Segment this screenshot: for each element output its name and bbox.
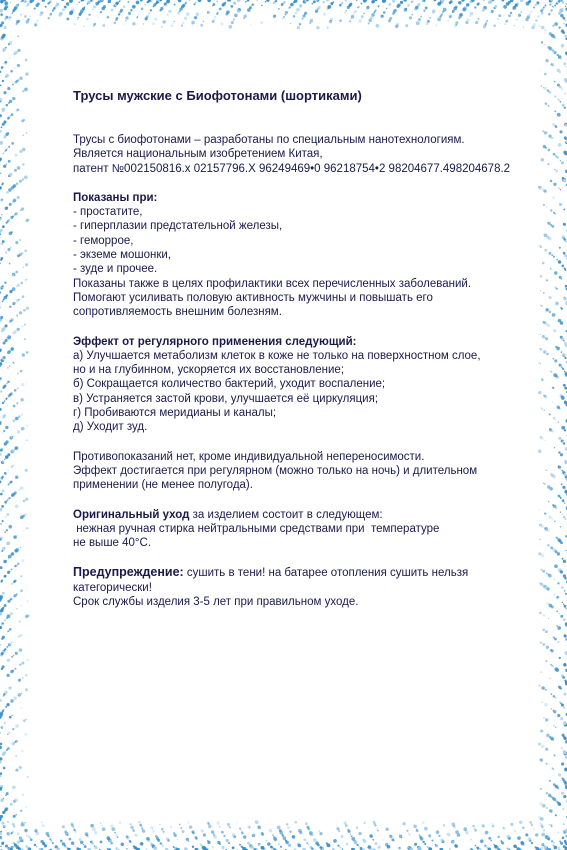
- warning-line: Срок службы изделия 3-5 лет при правильном уходе.: [73, 596, 359, 609]
- warning-first-line: [73, 565, 543, 580]
- intro-line: Является национальным изобретением Китая,: [73, 148, 323, 161]
- warning-label: Предупреждение:: [73, 565, 184, 580]
- intro-paragraph: [73, 133, 543, 176]
- care-line: не выше 40°С.: [73, 537, 152, 550]
- indication-item: - экземе мошонки,: [73, 249, 172, 262]
- effect-section: [73, 335, 543, 435]
- care-label: Оригинальный уход: [73, 508, 190, 521]
- care-first-line: [73, 508, 543, 522]
- document-content: [73, 88, 543, 609]
- indication-item: - простатите,: [73, 206, 143, 219]
- contra-line: Эффект достигается при регулярном (можно только на ночь) и длительном: [73, 464, 478, 477]
- indication-item: - зуде и прочее.: [73, 263, 158, 276]
- care-text: за изделием состоит в следующем:: [189, 508, 383, 521]
- indication-item: - геморрое,: [73, 234, 134, 247]
- contra-line: применении (не менее полугода).: [73, 479, 253, 492]
- contraindications-section: [73, 450, 543, 493]
- indication-note: Помогают усиливать половую активность мужчины и повышать его: [73, 291, 433, 304]
- indication-note: Показаны также в целях профилактики всех перечисленных заболеваний.: [73, 277, 472, 290]
- effect-line: а) Улучшается метаболизм клеток в коже не только на поверхностном слое,: [73, 349, 481, 362]
- warning-line: категорически!: [73, 581, 152, 594]
- indications-section: [73, 191, 543, 320]
- effect-line: б) Сокращается количество бактерий, уходит воспаление;: [73, 378, 386, 391]
- indications-heading: Показаны при:: [73, 191, 158, 204]
- intro-line: патент №002150816.х 02157796.Х 96249469•0 96218754•2 98204677.498204678.2: [73, 162, 511, 175]
- care-line: нежная ручная стирка нейтральными средствами при температуре: [73, 522, 440, 535]
- indication-item: - гиперплазии предстательной железы,: [73, 220, 283, 233]
- effect-line: г) Пробиваются меридианы и каналы;: [73, 407, 277, 420]
- effect-line: но и на глубинном, ускоряется их восстановление;: [73, 364, 345, 377]
- contra-line: Противопоказаний нет, кроме индивидуальной непереносимости.: [73, 450, 425, 463]
- effect-line: д) Уходит зуд.: [73, 421, 148, 434]
- care-section: [73, 508, 543, 551]
- warning-section: [73, 565, 543, 609]
- effect-heading: Эффект от регулярного применения следующий:: [73, 335, 357, 348]
- indication-note: сопротивляемость внешним болезням.: [73, 306, 282, 319]
- document-title: Трусы мужские с Биофотонами (шортиками): [73, 88, 362, 103]
- effect-line: в) Устраняется застой крови, улучшается её циркуляция;: [73, 392, 379, 405]
- warning-text: сушить в тени! на батарее отопления сушить нельзя: [183, 567, 469, 580]
- intro-line: Трусы с биофотонами – разработаны по специальным нанотехнологиям.: [73, 134, 465, 146]
